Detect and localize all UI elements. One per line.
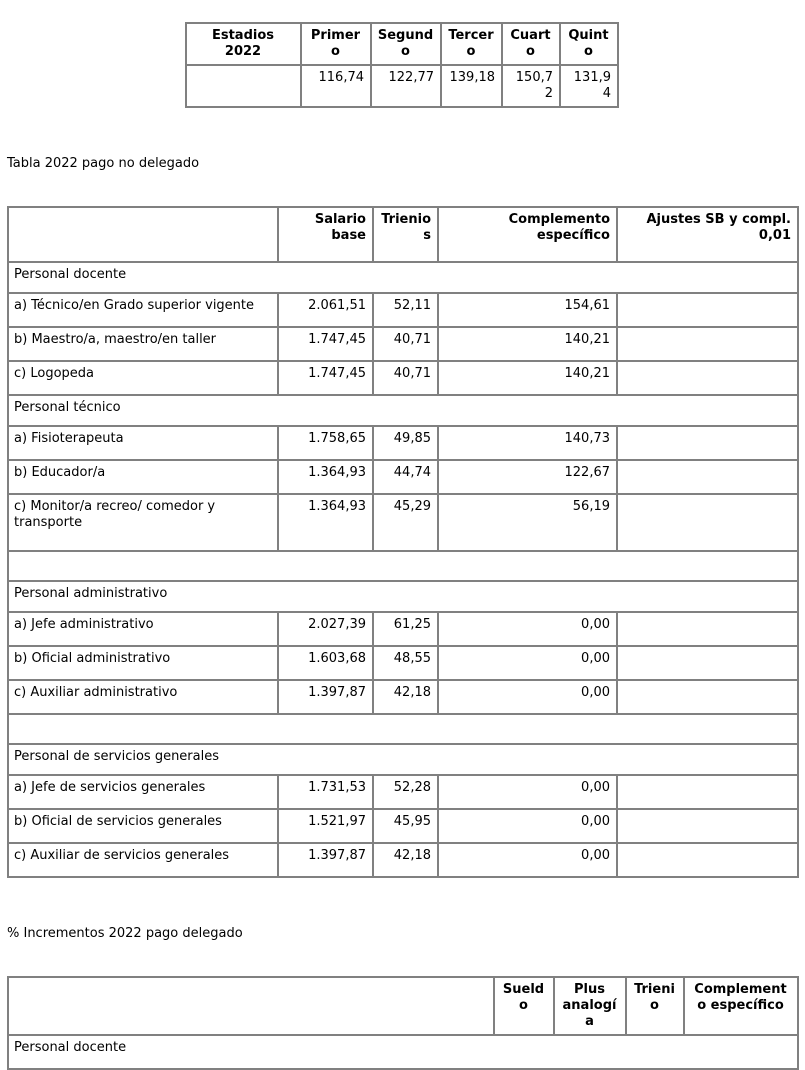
ajustes-cell [617,426,798,460]
complemento-header-cell: Complemento específico [684,977,798,1035]
data-row [8,494,798,551]
complemento-cell: 0,00 [438,612,617,646]
concept-cell: b) Oficial administrativo [8,646,278,680]
salario-cell: 1.747,45 [278,361,373,395]
trienios-cell: 49,85 [373,426,438,460]
concept-header-cell [8,977,494,1035]
trienios-header-cell: Trienios [373,207,438,262]
trienios-cell: 45,95 [373,809,438,843]
trienios-cell: 52,28 [373,775,438,809]
concept-cell: b) Educador/a [8,460,278,494]
complemento-cell: 154,61 [438,293,617,327]
ajustes-cell [617,293,798,327]
estadios-header-cell: Estadios 2022 [186,23,301,65]
incrementos-table [7,976,799,1070]
trienios-cell: 40,71 [373,327,438,361]
concept-cell: c) Monitor/a recreo/ comedor y transporte [8,494,278,551]
blank-row [8,714,798,744]
data-row [8,680,798,714]
caption-incrementos-delegado: % Incrementos 2022 pago delegado [7,926,243,941]
salario-cell: 1.758,65 [278,426,373,460]
estadios-header-cell: Quinto [560,23,618,65]
ajustes-cell [617,327,798,361]
section-row [8,1035,798,1069]
plus-analogia-header-cell: Plus analogía [554,977,626,1035]
ajustes-header-cell: Ajustes SB y compl. 0,01 [617,207,798,262]
data-row [8,775,798,809]
ajustes-cell [617,646,798,680]
estadios-label-cell [186,65,301,107]
trienios-cell: 45,29 [373,494,438,551]
estadios-header-cell: Tercero [441,23,502,65]
concept-cell: a) Jefe administrativo [8,612,278,646]
salario-cell: 1.364,93 [278,494,373,551]
ajustes-cell [617,494,798,551]
concept-cell: a) Fisioterapeuta [8,426,278,460]
data-row [8,843,798,877]
complemento-cell: 0,00 [438,809,617,843]
trienios-cell: 42,18 [373,680,438,714]
ajustes-cell [617,361,798,395]
estadios-header-cell: Cuarto [502,23,560,65]
section-title-cell: Personal de servicios generales [8,744,798,775]
data-row [8,361,798,395]
salario-base-header-cell: Salario base [278,207,373,262]
salario-cell: 1.603,68 [278,646,373,680]
ajustes-cell [617,460,798,494]
salario-cell: 1.747,45 [278,327,373,361]
complemento-cell: 0,00 [438,843,617,877]
estadios-value-cell: 131,94 [560,65,618,107]
ajustes-cell [617,843,798,877]
estadios-value-cell: 116,74 [301,65,371,107]
concept-cell: c) Logopeda [8,361,278,395]
estadios-value-row [186,65,618,107]
complemento-cell: 140,73 [438,426,617,460]
complemento-cell: 122,67 [438,460,617,494]
salario-cell: 1.731,53 [278,775,373,809]
trienio-header-cell: Trienio [626,977,684,1035]
trienios-cell: 61,25 [373,612,438,646]
concept-cell: b) Maestro/a, maestro/en taller [8,327,278,361]
data-row [8,460,798,494]
blank-cell [8,714,798,744]
section-title-cell: Personal técnico [8,395,798,426]
section-row [8,744,798,775]
trienios-cell: 52,11 [373,293,438,327]
caption-tabla-no-delegado: Tabla 2022 pago no delegado [7,156,200,171]
complemento-cell: 0,00 [438,646,617,680]
concept-cell: b) Oficial de servicios generales [8,809,278,843]
complemento-cell: 140,21 [438,361,617,395]
data-row [8,646,798,680]
complemento-header-cell: Complemento específico [438,207,617,262]
trienios-cell: 48,55 [373,646,438,680]
estadios-header-cell: Segundo [371,23,441,65]
complemento-cell: 0,00 [438,680,617,714]
salary-header-row [8,207,798,262]
ajustes-cell [617,809,798,843]
concept-cell: c) Auxiliar administrativo [8,680,278,714]
ajustes-cell [617,612,798,646]
section-row [8,262,798,293]
estadios-header-cell: Primero [301,23,371,65]
section-title-cell: Personal docente [8,262,798,293]
estadios-value-cell: 150,72 [502,65,560,107]
salario-cell: 1.521,97 [278,809,373,843]
estadios-table [185,22,619,108]
data-row [8,327,798,361]
complemento-cell: 140,21 [438,327,617,361]
concept-cell: c) Auxiliar de servicios generales [8,843,278,877]
salario-cell: 1.397,87 [278,843,373,877]
trienios-cell: 40,71 [373,361,438,395]
section-row [8,395,798,426]
concept-header-cell [8,207,278,262]
data-row [8,809,798,843]
data-row [8,293,798,327]
data-row [8,426,798,460]
estadios-header-row [186,23,618,65]
trienios-cell: 42,18 [373,843,438,877]
complemento-cell: 56,19 [438,494,617,551]
salary-table [7,206,799,878]
concept-cell: a) Técnico/en Grado superior vigente [8,293,278,327]
trienios-cell: 44,74 [373,460,438,494]
salario-cell: 2.061,51 [278,293,373,327]
estadios-value-cell: 122,77 [371,65,441,107]
estadios-value-cell: 139,18 [441,65,502,107]
data-row [8,612,798,646]
sueldo-header-cell: Sueldo [494,977,554,1035]
salario-cell: 2.027,39 [278,612,373,646]
salario-cell: 1.364,93 [278,460,373,494]
complemento-cell: 0,00 [438,775,617,809]
section-title-cell: Personal administrativo [8,581,798,612]
salario-cell: 1.397,87 [278,680,373,714]
section-row [8,581,798,612]
section-title-cell: Personal docente [8,1035,798,1069]
ajustes-cell [617,775,798,809]
ajustes-cell [617,680,798,714]
blank-row [8,551,798,581]
concept-cell: a) Jefe de servicios generales [8,775,278,809]
incrementos-header-row [8,977,798,1035]
blank-cell [8,551,798,581]
